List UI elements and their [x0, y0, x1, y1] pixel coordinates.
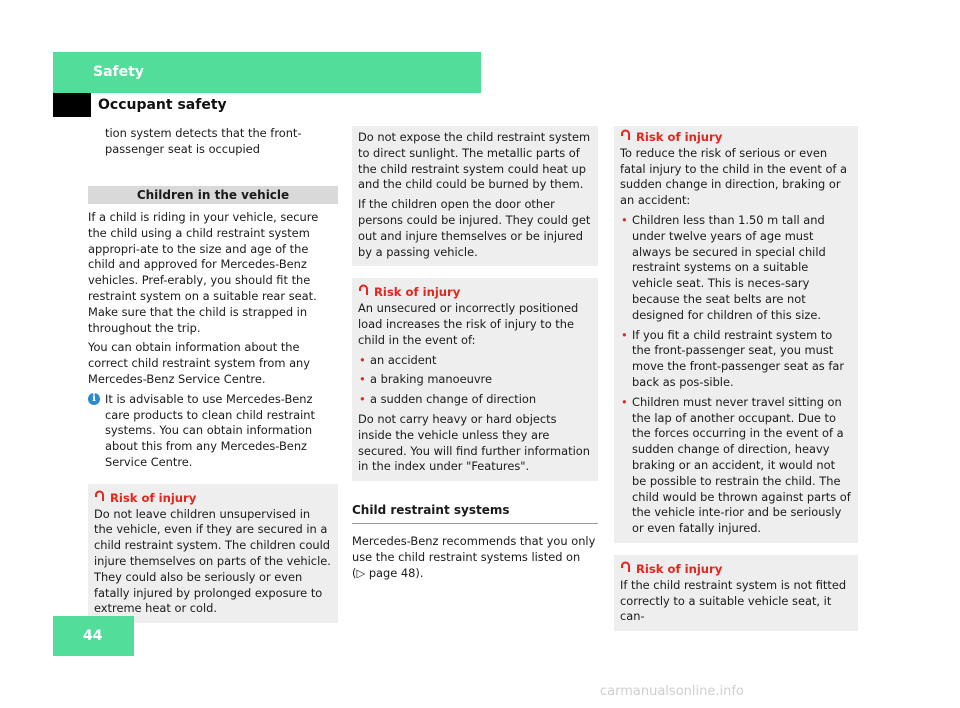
risk-title-1: Risk of injury	[94, 490, 332, 507]
column-1-main	[88, 186, 338, 623]
risk-intro-3: To reduce the risk of serious or even fatal injury to the child in the event of a sudden change in direction, braking or an accident:	[620, 145, 848, 208]
risk-text-1: Do not leave children unsupervised in the vehicle, even if they are secured in a child restraint system. The children could injure themselves on parts of the vehicle. They could also be seriously or even fatally injured by prolonged exposure to extreme heat or cold.	[94, 506, 331, 616]
risk-title-3: Risk of injury	[620, 129, 852, 146]
page-number: 44	[83, 628, 103, 644]
risk-title-4: Risk of injury	[620, 561, 852, 578]
info-icon: i	[88, 393, 100, 405]
page-number-block	[53, 616, 134, 656]
risk-box-3	[614, 126, 858, 543]
risk-box-2	[352, 278, 598, 481]
sunlight-box	[352, 126, 598, 266]
watermark: carmanualsonline.info	[600, 684, 744, 699]
list-item: • a sudden change of direction	[358, 392, 592, 408]
warning-icon	[620, 129, 636, 146]
risk-outro-2: Do not carry heavy or hard objects inside the vehicle unless they are secured. You will find further information in the index under "Features".	[358, 411, 590, 474]
sunlight-text: Do not expose the child restraint system to direct sunlight. The metallic parts of the child restraint system could heat up and the child could be burned by them.	[358, 130, 591, 192]
risk-title-2: Risk of injury	[358, 284, 592, 301]
children-paragraph-2: You can obtain information about the correct child restraint system from any Mercedes-Benz Service Centre.	[88, 340, 311, 386]
children-paragraph-1: If a child is riding in your vehicle, secure the child using a child restraint system appropri-ate to the size and age of the child and approved for Mercedes-Benz vehicles. Pref-erably, you should fit the restraint system on a suitable rear seat. Make sure that the child is strapped in throughout the trip.	[88, 210, 319, 335]
warning-icon	[94, 490, 110, 507]
list-item: • an accident	[358, 353, 592, 369]
risk-box-1	[88, 484, 338, 623]
risk-box-4	[614, 555, 858, 631]
intro-text: tion system detects that the front-passenger seat is occupied	[105, 126, 302, 156]
column-2	[352, 126, 598, 581]
section-title: Safety	[93, 64, 144, 80]
list-item: • a braking manoeuvre	[358, 372, 592, 388]
warning-icon	[358, 284, 374, 301]
subsection-title: Occupant safety	[98, 97, 227, 113]
column-3	[614, 126, 858, 631]
risk-intro-2: An unsecured or incorrectly positioned load increases the risk of injury to the child in the event of:	[358, 301, 579, 347]
door-text: If the children open the door other persons could be injured. They could get out and injure themselves or be injured by a passing vehicle.	[358, 197, 591, 259]
info-note	[88, 392, 338, 471]
header-marker-block	[53, 93, 91, 117]
warning-icon	[620, 561, 636, 578]
page-reference-link[interactable]: (▷ page 48).	[352, 565, 424, 580]
list-item: • If you fit a child restraint system to the front-passenger seat, you must move the front-passenger seat as far back as pos-sible.	[620, 328, 852, 391]
risk-text-4: If the child restraint system is not fitted correctly to a suitable vehicle seat, it can-	[620, 577, 847, 624]
info-text: It is advisable to use Mercedes-Benz care products to clean child restraint systems. You can obtain information about this from any Mercedes-Benz Service Centre.	[105, 391, 315, 469]
child-restraint-text: Mercedes-Benz recommends that you only use the child restraint systems listed on	[352, 533, 596, 564]
section-header-band	[53, 52, 481, 93]
children-heading: Children in the vehicle	[88, 186, 338, 204]
column-1	[98, 126, 338, 158]
list-item: • Children must never travel sitting on the lap of another occupant. Due to the forces occurring in the event of a sudden change of direction, heavy braking or an accident, it would not be possible to restrain the child. The child would be thrown against parts of the vehicle inte-rior and be seriously or even fatally injured.	[620, 395, 852, 537]
list-item: • Children less than 1.50 m tall and under twelve years of age must always be secured in special child restraint systems on a suitable vehicle seat. This is neces-sary because the seat belts are not designed for children of this size.	[620, 213, 852, 324]
child-restraint-heading: Child restraint systems	[352, 503, 598, 524]
